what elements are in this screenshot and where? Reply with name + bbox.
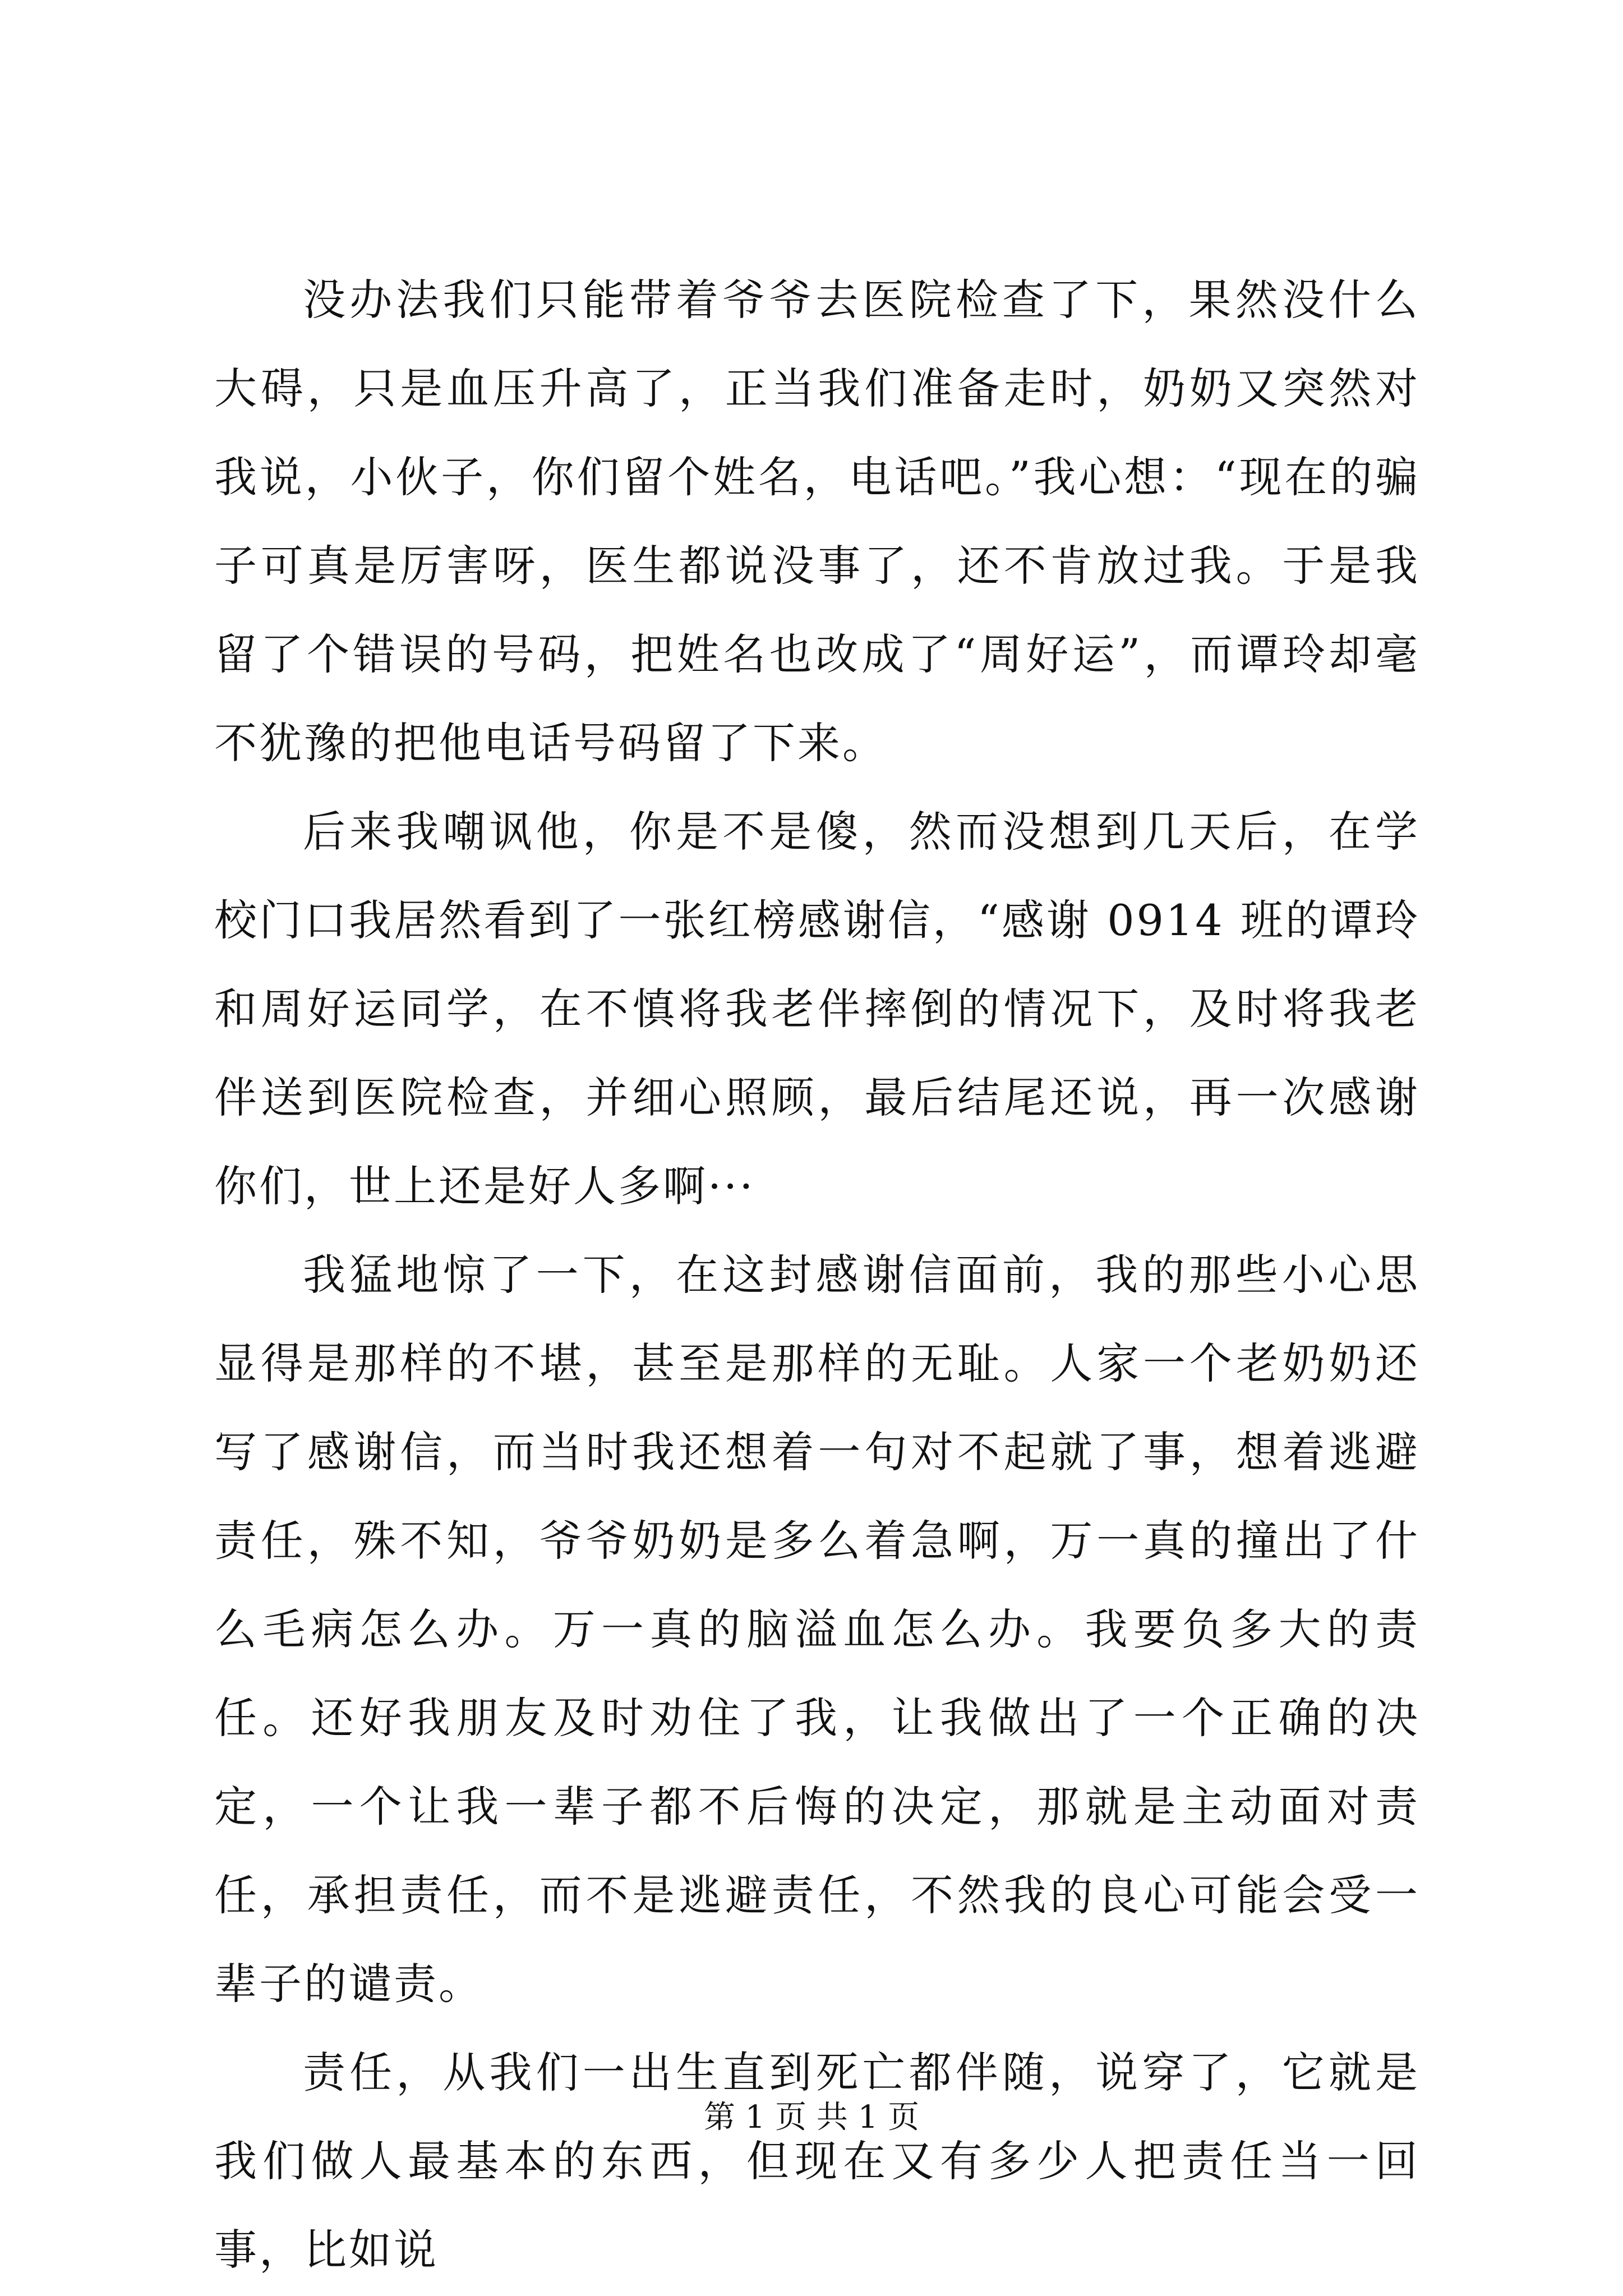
document-body [214, 256, 1420, 2294]
page-footer: 第 1 页 共 1 页 [703, 2099, 920, 2136]
paragraph-4: 责任，从我们一出生直到死亡都伴随，说穿了，它就是我们做人最基本的东西，但现在又有多少人把责任当一回事，比如说 [214, 2047, 1420, 2275]
paragraph-1: 没办法我们只能带着爷爷去医院检查了下，果然没什么大碍，只是血压升高了，正当我们准备走时，奶奶又突然对我说，小伙子，你们留个姓名，电话吧。”我心想：“现在的骗子可真是厉害呀，医生都说没事了，还不肯放过我。于是我留了个错误的号码，把姓名也改成了“周好运”，而谭玲却毫不犹豫的把他电话号码留了下来。 [214, 275, 1420, 768]
paragraph-2: 后来我嘲讽他，你是不是傻，然而没想到几天后，在学校门口我居然看到了一张红榜感谢信，“感谢 0914 班的谭玲和周好运同学，在不慎将我老伴摔倒的情况下，及时将我老伴送到医院检查，并细心照顾，最后结尾还说，再一次感谢你们，世上还是好人多啊··· [214, 807, 1420, 1211]
paragraph-3: 我猛地惊了一下，在这封感谢信面前，我的那些小心思显得是那样的不堪，甚至是那样的无耻。人家一个老奶奶还写了感谢信，而当时我还想着一句对不起就了事，想着逃避责任，殊不知，爷爷奶奶是多么着急啊，万一真的撞出了什么毛病怎么办。万一真的脑溢血怎么办。我要负多大的责任。还好我朋友及时劝住了我，让我做出了一个正确的决定，一个让我一辈子都不后悔的决定，那就是主动面对责任，承担责任，而不是逃避责任，不然我的良心可能会受一辈子的谴责。 [214, 1250, 1420, 2009]
